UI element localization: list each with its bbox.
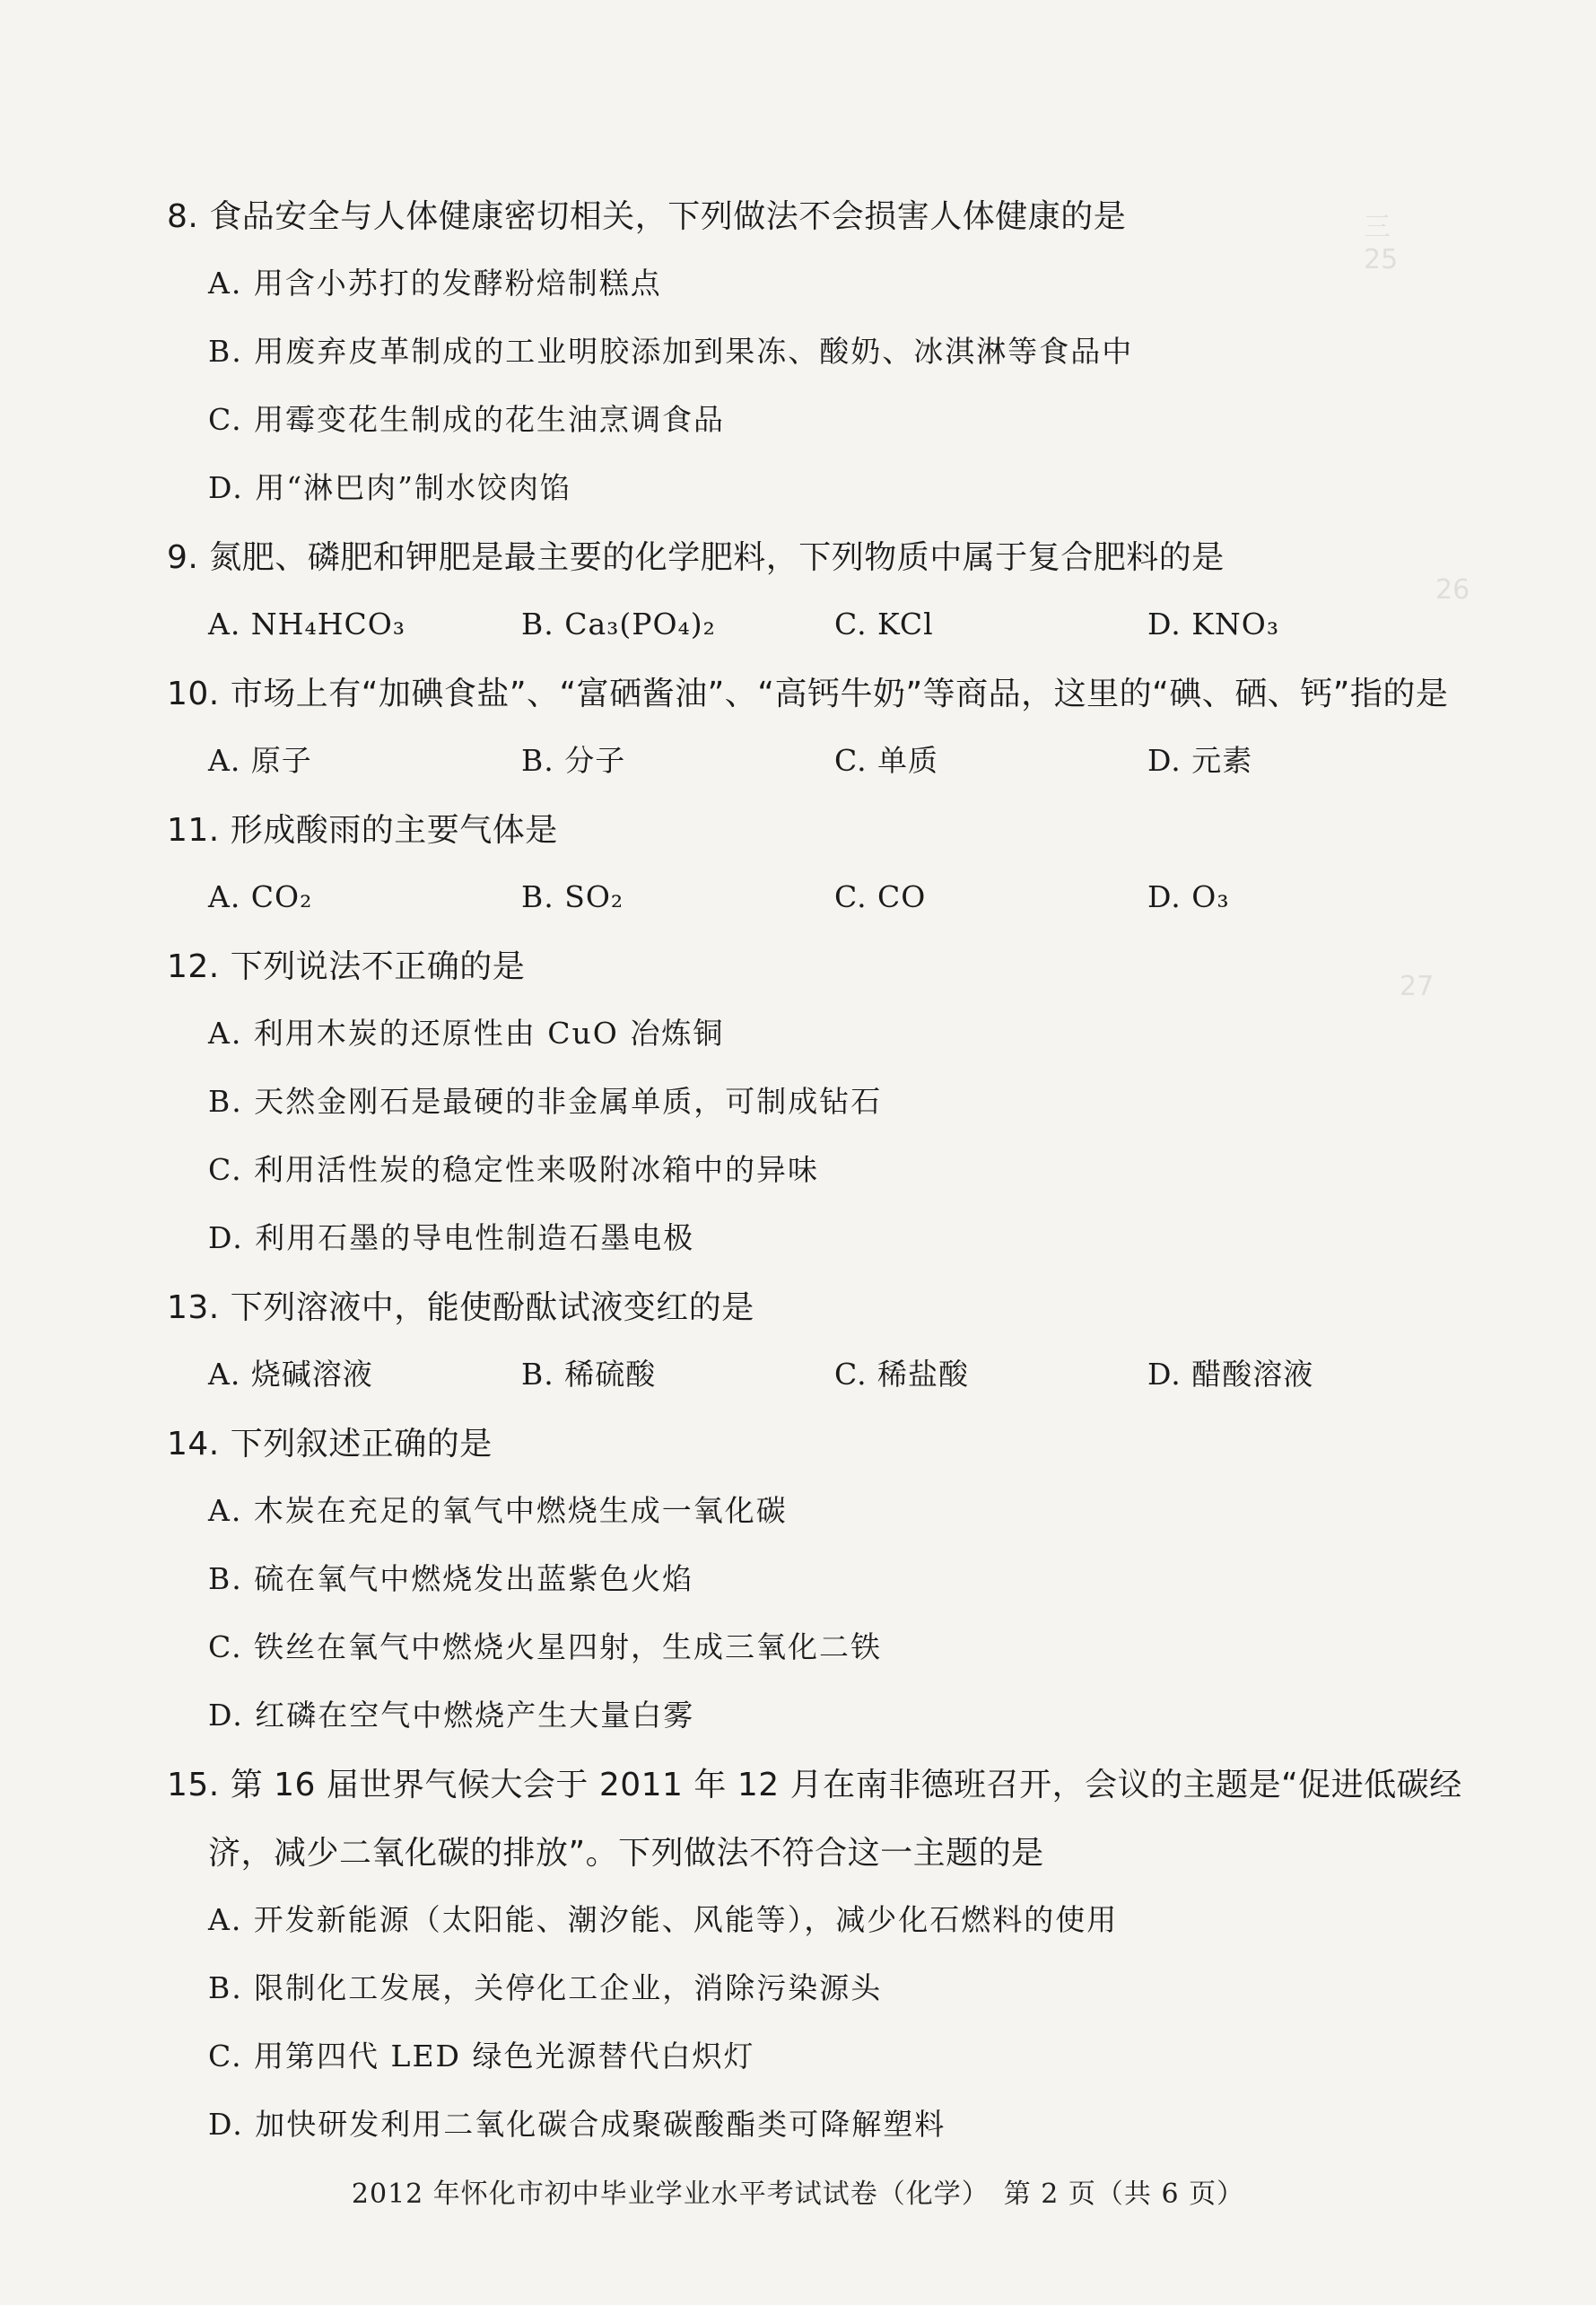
option-10d: D. 元素 bbox=[1147, 743, 1253, 778]
bleed-through-mark: 三 bbox=[1364, 212, 1391, 243]
option-14b: B. 硫在氧气中燃烧发出蓝紫色火焰 bbox=[208, 1561, 694, 1596]
option-8c: C. 用霉变花生制成的花生油烹调食品 bbox=[208, 402, 726, 437]
option-11d: D. O₃ bbox=[1147, 879, 1230, 914]
option-15c: C. 用第四代 LED 绿色光源替代白炽灯 bbox=[208, 2039, 755, 2074]
bleed-through-mark: 26 bbox=[1435, 574, 1470, 606]
question-stem-13: 13. 下列溶液中，能使酚酞试液变红的是 bbox=[167, 1289, 754, 1326]
option-11c: C. CO bbox=[834, 879, 927, 914]
option-14c: C. 铁丝在氧气中燃烧火星四射，生成三氧化二铁 bbox=[208, 1629, 883, 1664]
option-13b: B. 稀硫酸 bbox=[521, 1357, 657, 1392]
option-10b: B. 分子 bbox=[521, 743, 626, 778]
option-8d: D. 用“淋巴肉”制水饺肉馅 bbox=[208, 470, 572, 505]
question-stem-15: 15. 第 16 届世界气候大会于 2011 年 12 月在南非德班召开，会议的主题是“促进低碳经 bbox=[167, 1767, 1462, 1803]
option-13c: C. 稀盐酸 bbox=[834, 1357, 970, 1392]
option-14a: A. 木炭在充足的氧气中燃烧生成一氧化碳 bbox=[208, 1493, 788, 1528]
option-14d: D. 红磷在空气中燃烧产生大量白雾 bbox=[208, 1698, 695, 1733]
question-stem-8: 8. 食品安全与人体健康密切相关，下列做法不会损害人体健康的是 bbox=[167, 198, 1127, 235]
question-stem-10: 10. 市场上有“加碘食盐”、“富硒酱油”、“高钙牛奶”等商品，这里的“碘、硒、钙”指的是 bbox=[167, 676, 1449, 712]
option-10c: C. 单质 bbox=[834, 743, 939, 778]
question-stem-15-cont: 济，减少二氧化碳的排放”。下列做法不符合这一主题的是 bbox=[208, 1835, 1044, 1872]
option-12c: C. 利用活性炭的稳定性来吸附冰箱中的异味 bbox=[208, 1152, 820, 1187]
question-stem-11: 11. 形成酸雨的主要气体是 bbox=[167, 812, 558, 849]
question-stem-9: 9. 氮肥、磷肥和钾肥是最主要的化学肥料，下列物质中属于复合肥料的是 bbox=[167, 539, 1225, 576]
options-row-11 bbox=[167, 877, 1486, 917]
question-stem-12: 12. 下列说法不正确的是 bbox=[167, 948, 526, 985]
option-15d: D. 加快研发利用二氧化碳合成聚碳酸酯类可降解塑料 bbox=[208, 2107, 946, 2142]
option-9c: C. KCl bbox=[834, 607, 934, 642]
option-13d: D. 醋酸溶液 bbox=[1147, 1357, 1314, 1392]
option-13a: A. 烧碱溶液 bbox=[208, 1357, 373, 1392]
option-11b: B. SO₂ bbox=[521, 879, 624, 914]
option-9b: B. Ca₃(PO₄)₂ bbox=[521, 607, 716, 642]
option-10a: A. 原子 bbox=[208, 743, 312, 778]
option-9d: D. KNO₃ bbox=[1147, 607, 1280, 642]
options-row-10 bbox=[167, 741, 1486, 781]
option-8a: A. 用含小苏打的发酵粉焙制糕点 bbox=[208, 266, 662, 301]
question-stem-14: 14. 下列叙述正确的是 bbox=[167, 1426, 493, 1462]
option-15b: B. 限制化工发展，关停化工企业，消除污染源头 bbox=[208, 1970, 883, 2005]
option-8b: B. 用废弃皮革制成的工业明胶添加到果冻、酸奶、冰淇淋等食品中 bbox=[208, 334, 1134, 369]
option-11a: A. CO₂ bbox=[208, 879, 313, 914]
options-row-9 bbox=[167, 605, 1486, 644]
question-list bbox=[167, 196, 1486, 2144]
bleed-through-mark: 27 bbox=[1400, 971, 1435, 1002]
option-9a: A. NH₄HCO₃ bbox=[208, 607, 406, 642]
options-row-13 bbox=[167, 1355, 1486, 1394]
option-12b: B. 天然金刚石是最硬的非金属单质，可制成钻石 bbox=[208, 1084, 883, 1119]
option-15a: A. 开发新能源（太阳能、潮汐能、风能等），减少化石燃料的使用 bbox=[208, 1902, 1119, 1937]
option-12a: A. 利用木炭的还原性由 CuO 冶炼铜 bbox=[208, 1016, 725, 1051]
option-12d: D. 利用石墨的导电性制造石墨电极 bbox=[208, 1220, 695, 1255]
page-footer: 2012 年怀化市初中毕业学业水平考试试卷（化学） 第 2 页（共 6 页） bbox=[351, 2178, 1245, 2210]
bleed-through-mark: 25 bbox=[1364, 244, 1399, 275]
